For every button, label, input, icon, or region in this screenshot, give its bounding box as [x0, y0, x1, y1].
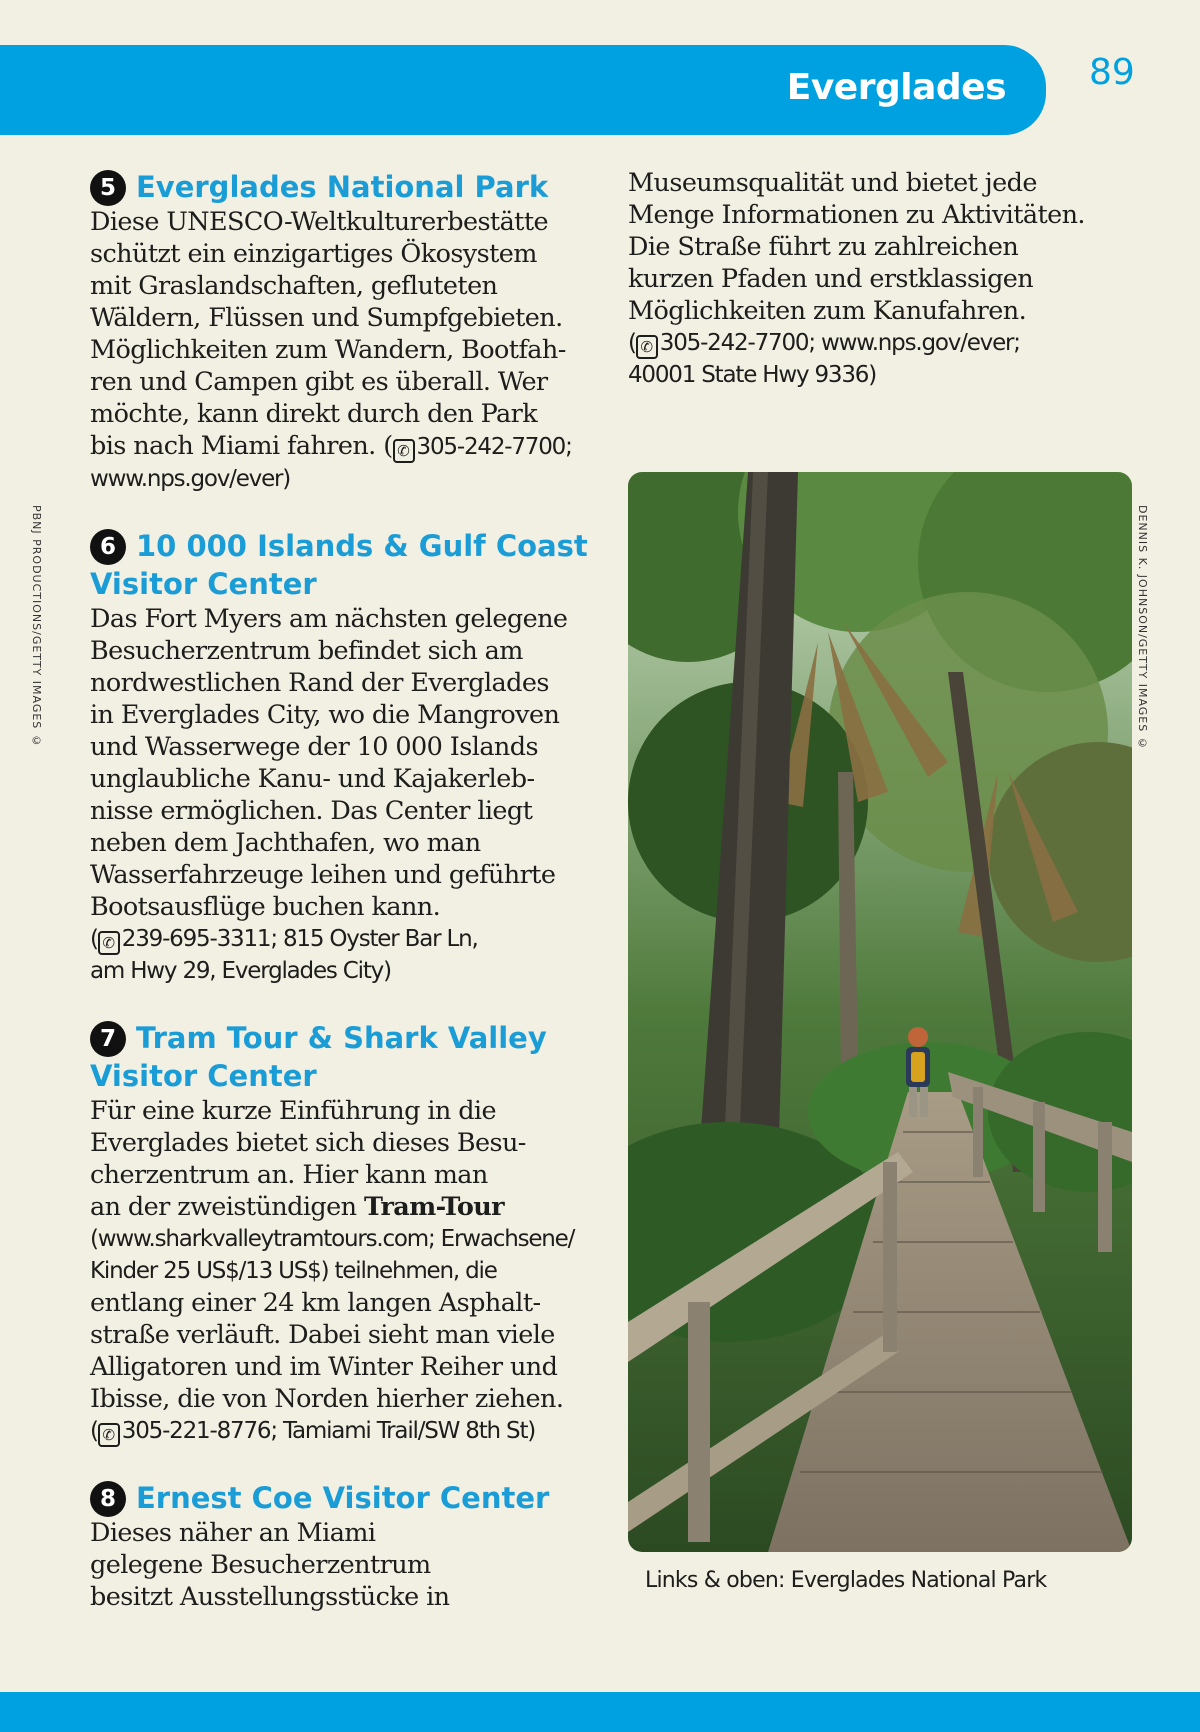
- text-line: cherzentrum an. Hier kann man: [90, 1160, 488, 1190]
- entry-title-line2: Visitor Center: [90, 567, 317, 601]
- text-line: straße verläuft. Dabei sieht man viele: [90, 1320, 555, 1350]
- left-column: [90, 168, 600, 1645]
- entry-title: Tram Tour & Shark Valley: [136, 1021, 547, 1055]
- header-bar: [0, 45, 1046, 135]
- text-line: Die Straße führt zu zahlreichen: [628, 232, 1019, 262]
- contact-info: 40001 State Hwy 9336): [628, 362, 877, 388]
- text-line: Möglichkeiten zum Wandern, Bootfah-: [90, 335, 566, 365]
- text-line: Für eine kurze Einführung in die: [90, 1096, 496, 1126]
- entry-body: [90, 206, 600, 495]
- photo-credit-right: DENNIS K. JOHNSON/GETTY IMAGES ©: [1136, 505, 1149, 751]
- text-line: bis nach Miami fahren. ( ✆ 305-242-7700;: [90, 431, 572, 461]
- phone-icon: ✆: [98, 1423, 120, 1447]
- entry-title: 10 000 Islands & Gulf Coast: [136, 529, 588, 563]
- entry-number-badge: 6: [90, 529, 126, 565]
- entry-heading: [90, 1019, 600, 1095]
- entry-number-badge: 8: [90, 1481, 126, 1517]
- boardwalk-photo: [628, 472, 1132, 1552]
- entry-tram-tour-shark-valley: [90, 1019, 600, 1447]
- phone-number: 305-221-8776; Tamiami Trail/SW 8th St): [121, 1418, 536, 1444]
- entry-heading: [90, 527, 600, 603]
- text-line: Das Fort Myers am nächsten gelegene: [90, 604, 568, 634]
- page-number: 89: [1089, 52, 1135, 93]
- entry-title: Everglades National Park: [136, 170, 549, 204]
- text-line: Möglichkeiten zum Kanufahren.: [628, 296, 1027, 326]
- text-line: Bootsausflüge buchen kann.: [90, 892, 441, 922]
- entry-body: [90, 1517, 600, 1613]
- entry-10000-islands-visitor-center: [90, 527, 600, 987]
- entry-body: [90, 1095, 600, 1447]
- entry-continuation: [628, 167, 1138, 391]
- text-line: Alligatoren und im Winter Reiher und: [90, 1352, 558, 1382]
- text-line: nisse ermöglichen. Das Center liegt: [90, 796, 533, 826]
- text-line: Dieses näher an Miami: [90, 1518, 376, 1548]
- contact-info: ( ✆ 305-242-7700; www.nps.gov/ever;: [628, 327, 1138, 359]
- text-line: kurzen Pfaden und erstklassigen: [628, 264, 1034, 294]
- tram-tour-highlight: Tram-Tour: [363, 1192, 505, 1222]
- contact-info: Kinder 25 US$/13 US$) teilnehmen, die: [90, 1258, 497, 1284]
- entry-title-line2: Visitor Center: [90, 1059, 317, 1093]
- entry-number-badge: 5: [90, 170, 126, 206]
- text-line: möchte, kann direkt durch den Park: [90, 399, 538, 429]
- entry-ernest-coe-visitor-center: [90, 1479, 600, 1613]
- text-line: mit Graslandschaften, gefluteten: [90, 271, 498, 301]
- text-line: Everglades bietet sich dieses Besu-: [90, 1128, 526, 1158]
- text-line: Menge Informationen zu Aktivitäten.: [628, 200, 1085, 230]
- text-line: Ibisse, die von Norden hierher ziehen.: [90, 1384, 564, 1414]
- text-line: neben dem Jachthafen, wo man: [90, 828, 481, 858]
- text-line: entlang einer 24 km langen Asphalt-: [90, 1288, 541, 1318]
- entry-everglades-national-park: [90, 168, 600, 495]
- entry-title: Ernest Coe Visitor Center: [136, 1481, 550, 1515]
- right-column: [628, 167, 1138, 391]
- contact-info: www.nps.gov/ever): [90, 466, 291, 492]
- entry-body: [90, 603, 600, 987]
- phone-number: 305-242-7700; www.nps.gov/ever;: [659, 330, 1020, 356]
- boardwalk-illustration: [628, 472, 1132, 1552]
- phone-number: 305-242-7700;: [416, 434, 572, 460]
- text-line: Museumsqualität und bietet jede: [628, 168, 1037, 198]
- phone-number: 239-695-3311; 815 Oyster Bar Ln,: [121, 926, 478, 952]
- text-line: und Wasserwege der 10 000 Islands: [90, 732, 538, 762]
- contact-info: ( ✆ 305-221-8776; Tamiami Trail/SW 8th St): [90, 1415, 600, 1447]
- entry-heading: [90, 1479, 600, 1517]
- text-line: Diese UNESCO-Weltkulturerbestätte: [90, 207, 548, 237]
- phone-icon: ✆: [636, 335, 658, 359]
- contact-info: ( ✆ 239-695-3311; 815 Oyster Bar Ln,: [90, 923, 600, 955]
- chapter-title: Everglades: [786, 67, 1006, 108]
- text-line: an der zweistündigen Tram-Tour: [90, 1192, 505, 1222]
- text-line: Besucherzentrum befindet sich am: [90, 636, 523, 666]
- phone-icon: ✆: [393, 439, 415, 463]
- photo-caption: Links & oben: Everglades National Park: [645, 1568, 1047, 1593]
- text-line: gelegene Besucherzentrum: [90, 1550, 431, 1580]
- text-line: besitzt Ausstellungsstücke in: [90, 1582, 450, 1612]
- text-line: in Everglades City, wo die Mangroven: [90, 700, 560, 730]
- text-line: schützt ein einzigartiges Ökosystem: [90, 239, 537, 269]
- photo-credit-left: PBNJ PRODUCTIONS/GETTY IMAGES ©: [30, 505, 43, 748]
- phone-icon: ✆: [98, 931, 120, 955]
- contact-info: (www.sharkvalleytramtours.com; Erwachsene/: [90, 1226, 575, 1252]
- text-line: Wäldern, Flüssen und Sumpfgebieten.: [90, 303, 563, 333]
- footer-bar: [0, 1692, 1200, 1732]
- text-line: unglaubliche Kanu- und Kajakerleb-: [90, 764, 535, 794]
- text-line: Wasserfahrzeuge leihen und geführte: [90, 860, 556, 890]
- text-line: nordwestlichen Rand der Everglades: [90, 668, 549, 698]
- entry-heading: [90, 168, 600, 206]
- text-line: ren und Campen gibt es überall. Wer: [90, 367, 548, 397]
- entry-number-badge: 7: [90, 1021, 126, 1057]
- contact-info: am Hwy 29, Everglades City): [90, 958, 391, 984]
